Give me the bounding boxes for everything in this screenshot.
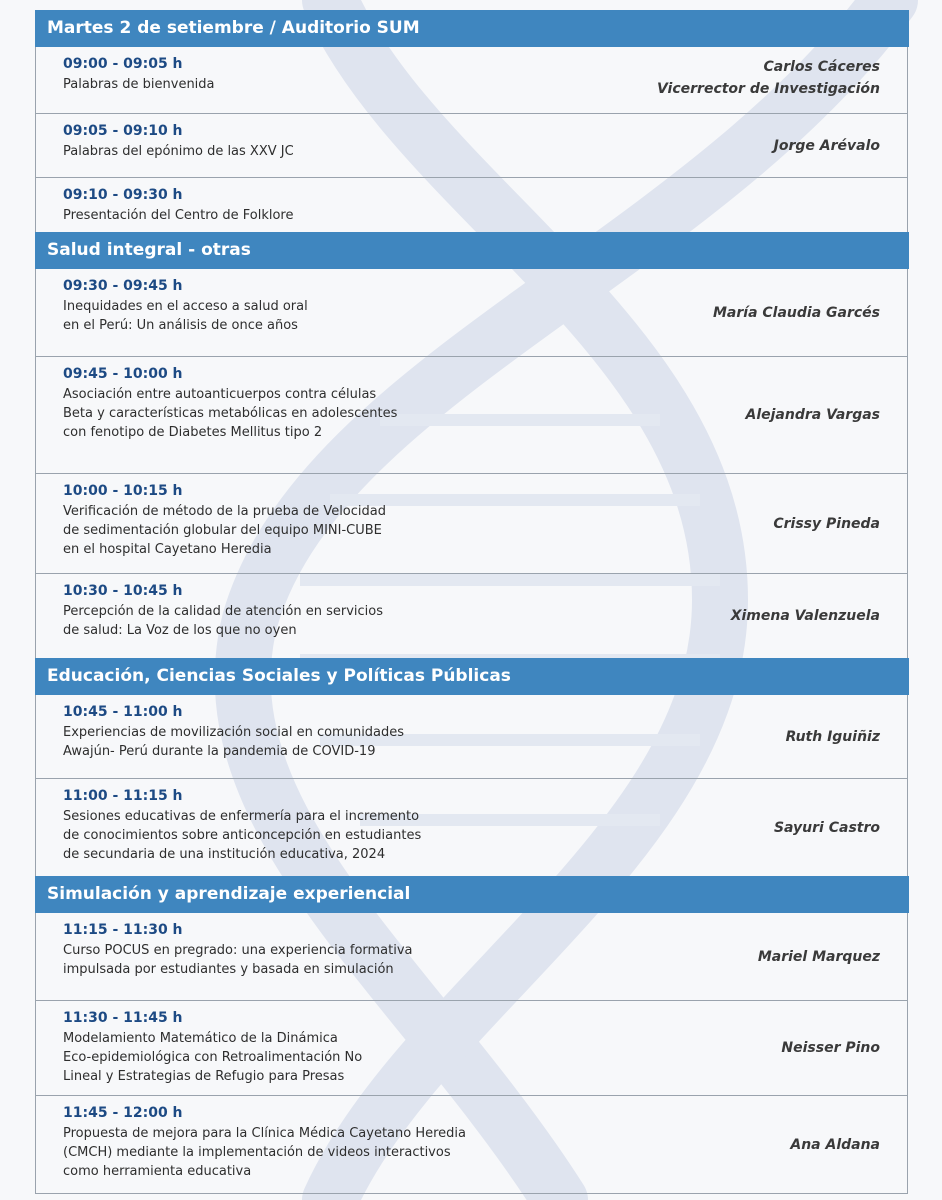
session-title-line: de secundaria de una institución educativa, 2024 (63, 847, 386, 862)
session-time: 09:10 - 09:30 h (63, 187, 183, 203)
session-title-line: con fenotipo de Diabetes Mellitus tipo 2 (63, 425, 323, 440)
schedule-row (36, 269, 907, 357)
session-title-line: como herramienta educativa (63, 1164, 252, 1179)
session-title-line: Beta y características metabólicas en adolescentes (63, 406, 398, 421)
session-speaker (790, 1096, 880, 1194)
session-title-line: Presentación del Centro de Folklore (63, 208, 294, 223)
session-time: 10:30 - 10:45 h (63, 583, 183, 599)
session-title (63, 723, 583, 761)
schedule-row (36, 913, 907, 1001)
session-speaker (774, 779, 880, 876)
schedule-row (36, 357, 907, 474)
section-header-simulacion-y-aprendizaje-experiencial: Simulación y aprendizaje experiencial (35, 876, 909, 913)
schedule-row (36, 574, 907, 658)
session-title (63, 142, 583, 161)
session-time: 09:00 - 09:05 h (63, 56, 183, 72)
session-speaker (731, 574, 880, 658)
session-speaker (781, 1001, 880, 1095)
session-title (63, 807, 583, 864)
session-title-line: de salud: La Voz de los que no oyen (63, 623, 297, 638)
speaker-name: Sayuri Castro (773, 819, 880, 836)
session-title-line: (CMCH) mediante la implementación de videos interactivos (63, 1145, 451, 1160)
schedule-row (36, 178, 907, 232)
session-speaker (774, 114, 880, 177)
session-title-line: impulsada por estudiantes y basada en simulación (63, 962, 394, 977)
session-time: 09:45 - 10:00 h (63, 366, 183, 382)
schedule-row (36, 695, 907, 779)
speaker-name: Carlos Cáceres (763, 59, 880, 75)
session-title (63, 385, 583, 442)
session-title-line: Asociación entre autoanticuerpos contra células (63, 387, 377, 402)
session-speaker (657, 47, 880, 113)
session-time: 11:00 - 11:15 h (63, 788, 183, 804)
speaker-name: Crissy Pineda (773, 515, 880, 532)
session-title (63, 1124, 583, 1181)
session-title-line: Verificación de método de la prueba de Velocidad (63, 504, 386, 519)
schedule-row (36, 474, 907, 574)
speaker-name: María Claudia Garcés (712, 304, 880, 321)
session-title-line: Eco-epidemiológica con Retroalimentación No (63, 1050, 363, 1065)
session-title-line: Lineal y Estrategias de Refugio para Presas (63, 1069, 345, 1084)
section-header-educacion-ciencias-sociales-y-politicas-: Educación, Ciencias Sociales y Políticas Públicas (35, 658, 909, 695)
schedule-row (36, 1096, 907, 1194)
session-title (63, 75, 583, 94)
speaker-name: Ruth Iguiñiz (785, 728, 880, 745)
speaker-role: Vicerrector de Investigación (656, 81, 880, 97)
session-title (63, 502, 583, 559)
session-time: 10:45 - 11:00 h (63, 704, 183, 720)
schedule-row (36, 114, 907, 178)
session-title-line: Palabras de bienvenida (63, 77, 215, 92)
session-title-line: de sedimentación globular del equipo MINI-CUBE (63, 523, 382, 538)
session-title (63, 206, 583, 225)
session-time: 11:45 - 12:00 h (63, 1105, 183, 1121)
session-time: 10:00 - 10:15 h (63, 483, 183, 499)
schedule-table (35, 10, 908, 1194)
session-title-line: Experiencias de movilización social en comunidades (63, 725, 405, 740)
session-title (63, 602, 583, 640)
session-title-line: Inequidades en el acceso a salud oral (63, 299, 308, 314)
session-title-line: Percepción de la calidad de atención en servicios (63, 604, 383, 619)
speaker-name: Ana Aldana (790, 1137, 880, 1153)
session-time: 11:30 - 11:45 h (63, 1010, 183, 1026)
session-time: 09:05 - 09:10 h (63, 123, 183, 139)
session-speaker (786, 695, 880, 778)
session-title-line: de conocimientos sobre anticoncepción en estudiantes (63, 828, 422, 843)
session-title-line: Modelamiento Matemático de la Dinámica (63, 1031, 338, 1046)
session-title (63, 1029, 583, 1086)
session-time: 09:30 - 09:45 h (63, 278, 183, 294)
session-title-line: Curso POCUS en pregrado: una experiencia formativa (63, 943, 413, 958)
session-speaker (746, 357, 881, 473)
section-header-salud-integral-otras: Salud integral - otras (35, 232, 909, 269)
session-title-line: en el hospital Cayetano Heredia (63, 542, 272, 557)
schedule-row (36, 47, 907, 114)
session-speaker (713, 269, 880, 356)
session-title-line: Palabras del epónimo de las XXV JC (63, 144, 294, 159)
session-title-line: en el Perú: Un análisis de once años (63, 318, 298, 333)
session-title-line: Propuesta de mejora para la Clínica Médica Cayetano Heredia (63, 1126, 467, 1141)
schedule-row (36, 1001, 907, 1096)
speaker-name: Ximena Valenzuela (730, 608, 880, 624)
session-title (63, 941, 583, 979)
speaker-name: Jorge Arévalo (773, 137, 880, 154)
speaker-name: Mariel Marquez (757, 948, 880, 965)
session-title (63, 297, 583, 335)
session-time: 11:15 - 11:30 h (63, 922, 183, 938)
session-title-line: Sesiones educativas de enfermería para el incremento (63, 809, 420, 824)
session-title-line: Awajún- Perú durante la pandemia de COVID-19 (63, 744, 376, 759)
schedule-row (36, 779, 907, 876)
speaker-name: Neisser Pino (781, 1040, 880, 1056)
session-speaker (758, 913, 880, 1000)
section-header-martes-2-de-setiembre-auditorio-sum: Martes 2 de setiembre / Auditorio SUM (35, 10, 909, 47)
session-speaker (773, 474, 880, 573)
speaker-name: Alejandra Vargas (745, 407, 880, 423)
